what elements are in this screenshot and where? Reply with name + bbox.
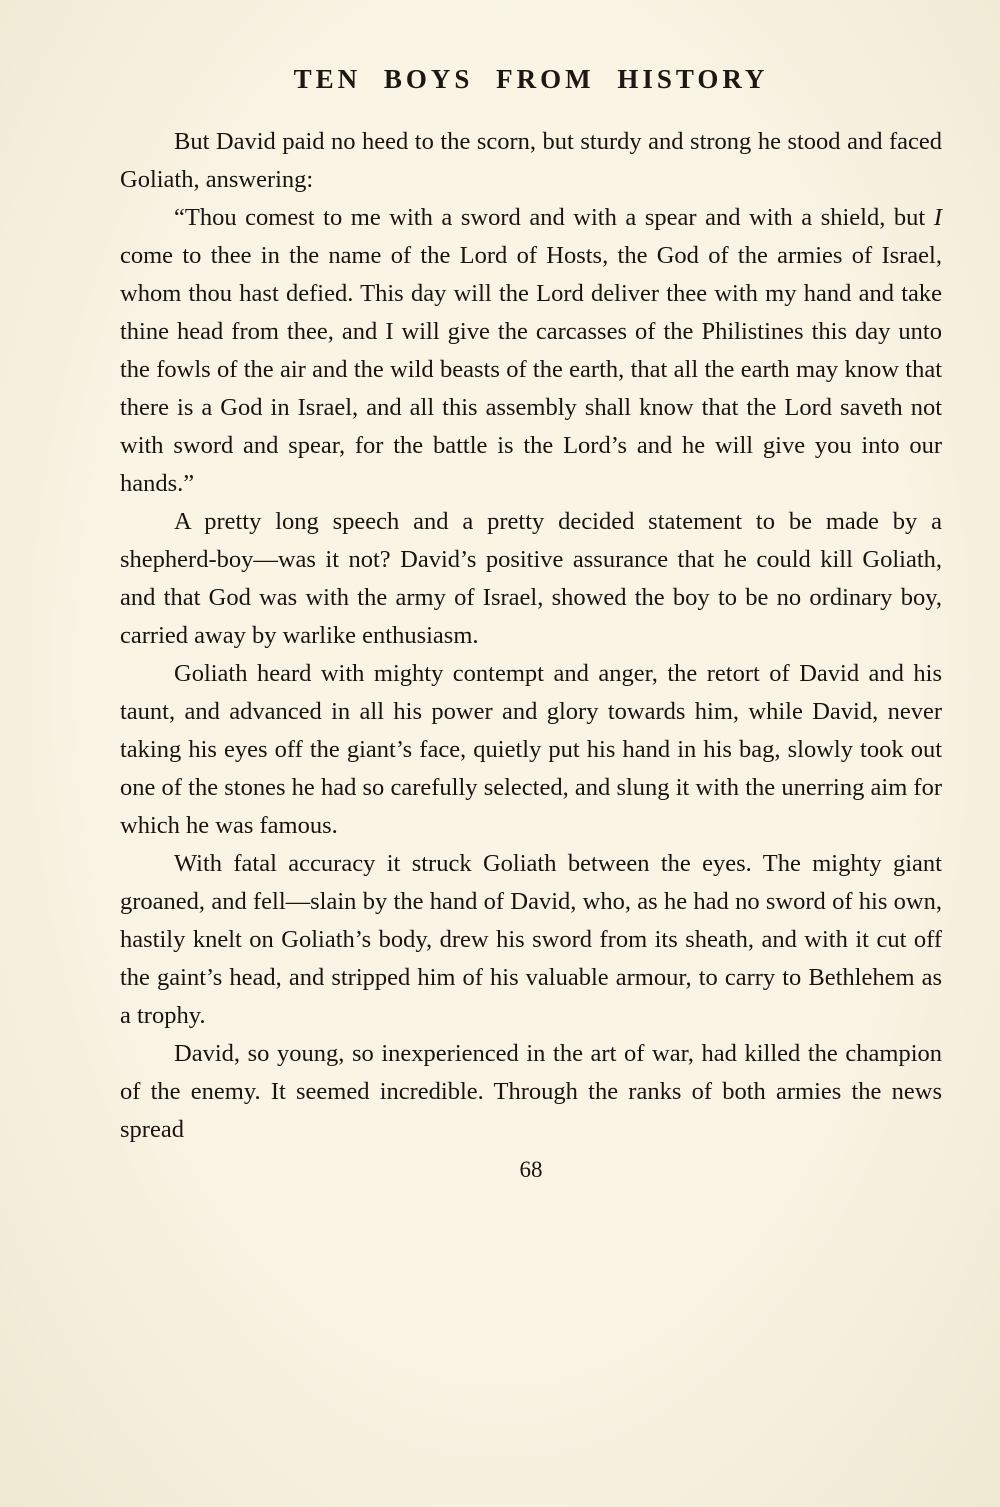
paragraph: [120, 503, 942, 655]
text-run: come to thee in the name of the Lord of Hosts, the God of the armies of Israel, whom thou hast defied. This day will the Lord deliver thee with my hand and take thine head from thee, and I will give the carcasses of the Philistines this day unto the fowls of the air and the wild beasts of the earth, that all the earth may know that there is a God in Israel, and all this assembly shall know that the Lord saveth not with sword and spear, for the battle is the Lord’s and he will give you into our hands.”: [120, 242, 942, 497]
page-body: [120, 123, 942, 1149]
paragraph: [120, 845, 942, 1035]
text-run: A pretty long speech and a pretty decided statement to be made by a shepherd-boy—was it not? David’s positive assurance that he could kill Goliath, and that God was with the army of Israel, showed the boy to be no ordinary boy, carried away by warlike enthusiasm.: [120, 508, 942, 649]
page-header: TEN BOYS FROM HISTORY: [293, 64, 769, 94]
text-run: But David paid no heed to the scorn, but sturdy and strong he stood and faced Goliath, answering:: [120, 128, 942, 193]
page-number: 68: [519, 1157, 543, 1182]
paragraph: [120, 1035, 942, 1149]
paragraph: [120, 655, 942, 845]
paragraph: [120, 123, 942, 199]
paragraph: [120, 199, 942, 503]
text-run: Goliath heard with mighty contempt and anger, the retort of David and his taunt, and advanced in all his power and glory towards him, while David, never taking his eyes off the giant’s face, quietly put his hand in his bag, slowly took out one of the stones he had so carefully selected, and slung it with the unerring aim for which he was famous.: [120, 660, 942, 839]
italic-text-run: I: [933, 204, 942, 231]
text-run: With fatal accuracy it struck Goliath between the eyes. The mighty giant groaned, and fell—slain by the hand of David, who, as he had no sword of his own, hastily knelt on Goliath’s body, drew his sword from its sheath, and with it cut off the gaint’s head, and stripped him of his valuable armour, to carry to Bethlehem as a trophy.: [120, 850, 942, 1029]
text-run: David, so young, so inexperienced in the art of war, had killed the champion of the enemy. It seemed incredible. Through the ranks of both armies the news spread: [120, 1040, 942, 1143]
text-run: “Thou comest to me with a sword and with a spear and with a shield, but: [174, 204, 934, 231]
